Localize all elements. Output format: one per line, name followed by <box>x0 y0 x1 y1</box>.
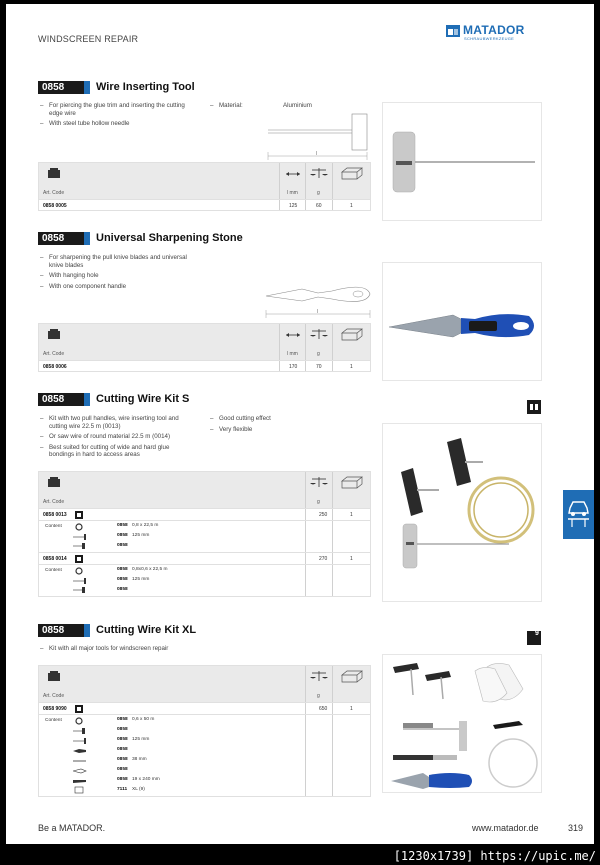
pack-value: 1 <box>350 203 353 209</box>
kit-case-icon <box>527 631 541 645</box>
weight-value: 270 <box>319 556 328 562</box>
feature-list-right <box>210 415 271 436</box>
wire-tool-drawing <box>266 112 376 162</box>
content-label: Content <box>45 718 62 723</box>
pull-handle-icon <box>73 542 87 550</box>
kit-contents: Content 0858 0,8 x 22,5 m 0858 125 mm 0858 <box>39 520 370 552</box>
package-icon <box>47 670 61 683</box>
kit-row <box>39 552 370 564</box>
package-icon <box>47 167 61 180</box>
weight-value: 60 <box>316 203 322 209</box>
feature-item: – Kit with all major tools for windscreen repair <box>40 645 240 653</box>
section-label: WINDSCREEN REPAIR <box>38 34 139 44</box>
section-title: Cutting Wire Kit S <box>96 393 190 405</box>
footer-url[interactable]: www.matador.de <box>472 823 539 833</box>
feature-item: – With steel tube hollow needle <box>40 120 190 128</box>
length-value: 125 <box>289 203 298 209</box>
kit-contents: Content 0858 0,8x0,6 x 22,5 m 0858 125 mm 0858 <box>39 564 370 596</box>
pack-box-icon <box>341 328 363 341</box>
feature-item: – Best suited for cutting of wide and hard glue bondings in hard to access areas <box>40 444 192 459</box>
wire-coil-icon <box>75 523 83 531</box>
kit-row <box>39 702 370 714</box>
material-value: Aluminium <box>283 102 312 109</box>
feature-item: – Very flexible <box>210 426 271 434</box>
kit-table <box>38 471 371 597</box>
scraper-icon <box>73 777 87 785</box>
brand-sub: SCHRAUBWERKZEUGE <box>464 36 515 41</box>
glove-icon <box>73 786 87 794</box>
wire-coil-icon <box>75 717 83 725</box>
content-label: Content <box>45 524 62 529</box>
feature-list <box>40 254 190 293</box>
product-code-badge: 0858 <box>38 232 84 245</box>
art-code: 0858 0005 <box>43 203 67 209</box>
col-header-art-code: Art. Code <box>43 190 65 196</box>
kit-case-icon <box>527 400 541 414</box>
t-tool-icon <box>73 533 87 541</box>
weight-value: 650 <box>319 706 328 712</box>
sharpening-stone-drawing <box>262 280 374 320</box>
product-photo-wire-tool <box>382 102 542 221</box>
col-header-length: l mm <box>287 351 298 357</box>
product-photo-cutting-kit-xl <box>382 654 542 793</box>
pack-value: 1 <box>350 364 353 370</box>
length-icon <box>285 170 301 178</box>
table-row <box>39 360 370 371</box>
watermark-text: [1230x1739] https://upic.me/ <box>393 849 596 863</box>
logo-mark-icon <box>446 25 460 37</box>
t-tool-icon <box>73 577 87 585</box>
dim-label: l <box>316 151 318 157</box>
length-value: 170 <box>289 364 298 370</box>
kit-contents: Content 0858 0,6 x 50 m 0858 0858 125 mm 0858 0858 38 mm 0858 0858 19 x 240 mm 7111 XL (9) <box>39 714 370 796</box>
pull-handle-icon <box>73 586 87 594</box>
col-header-art-code: Art. Code <box>43 351 65 357</box>
col-header-art-code: Art. Code <box>43 693 65 699</box>
product-code-badge: 0858 <box>38 393 84 406</box>
pack-value: 1 <box>350 706 353 712</box>
dim-label: l <box>317 309 319 315</box>
car-lift-icon <box>563 490 594 539</box>
catalog-page <box>6 4 594 844</box>
pack-box-icon <box>341 476 363 489</box>
weight-scale-icon <box>310 167 328 180</box>
wire-coil-icon <box>75 567 83 575</box>
product-photo-cutting-kit-s <box>382 423 542 602</box>
brand-name: MATADOR <box>463 23 525 37</box>
length-icon <box>285 331 301 339</box>
product-photo-sharpening-stone <box>382 262 542 381</box>
category-tab-car-repair[interactable] <box>563 490 594 539</box>
blade-icon <box>73 757 87 765</box>
kit-table <box>38 665 371 797</box>
col-header-art-code: Art. Code <box>43 499 65 505</box>
pack-value: 1 <box>350 556 353 562</box>
feature-list <box>40 102 190 131</box>
knife-icon <box>73 767 87 775</box>
stone-icon <box>73 747 87 755</box>
page-number: 319 <box>568 823 584 833</box>
feature-item: – For piercing the glue trim and inserting the cutting edge wire <box>40 102 190 117</box>
feature-item: – Or saw wire of round material 22.5 m (0014) <box>40 433 192 441</box>
art-code: 0858 0013 <box>43 512 67 518</box>
pack-box-icon <box>341 167 363 180</box>
weight-value: 70 <box>316 364 322 370</box>
table-row <box>39 199 370 210</box>
kit-case-icon <box>75 555 83 563</box>
feature-list <box>40 415 192 462</box>
col-header-weight: g <box>317 499 320 505</box>
kit-case-icon <box>75 705 83 713</box>
art-code: 0858 9090 <box>43 706 67 712</box>
section-title: Wire Inserting Tool <box>96 81 195 93</box>
pull-handle-icon <box>73 727 87 735</box>
pack-value: 1 <box>350 512 353 518</box>
feature-item: – For sharpening the pull knive blades and universal knive blades <box>40 254 190 269</box>
feature-item: – With one component handle <box>40 283 190 291</box>
kit-row <box>39 508 370 520</box>
col-header-length: l mm <box>287 190 298 196</box>
section-title: Cutting Wire Kit XL <box>96 624 197 636</box>
feature-item: – Kit with two pull handles, wire inserting tool and cutting wire 22.5 m (0013) <box>40 415 192 430</box>
spec-table <box>38 162 371 211</box>
art-code: 0858 0014 <box>43 556 67 562</box>
feature-list <box>40 645 240 656</box>
footer-slogan: Be a MATADOR. <box>38 823 106 833</box>
product-code-badge: 0858 <box>38 624 84 637</box>
col-header-weight: g <box>317 190 320 196</box>
weight-value: 250 <box>319 512 328 518</box>
weight-scale-icon <box>310 328 328 341</box>
weight-scale-icon <box>310 476 328 489</box>
feature-item: – Good cutting effect <box>210 415 271 423</box>
kit-piece-count: 9 <box>535 630 539 637</box>
feature-item: – With hanging hole <box>40 272 190 280</box>
spec-table <box>38 323 371 372</box>
pack-box-icon <box>341 670 363 683</box>
package-icon <box>47 476 61 489</box>
col-header-weight: g <box>317 693 320 699</box>
content-label: Content <box>45 568 62 573</box>
material-label: – Material: <box>210 102 243 110</box>
product-code-badge: 0858 <box>38 81 84 94</box>
brand-logo <box>446 23 542 43</box>
section-title: Universal Sharpening Stone <box>96 232 243 244</box>
kit-case-icon <box>75 511 83 519</box>
art-code: 0858 0006 <box>43 364 67 370</box>
weight-scale-icon <box>310 670 328 683</box>
package-icon <box>47 328 61 341</box>
col-header-weight: g <box>317 351 320 357</box>
t-tool-icon <box>73 737 87 745</box>
